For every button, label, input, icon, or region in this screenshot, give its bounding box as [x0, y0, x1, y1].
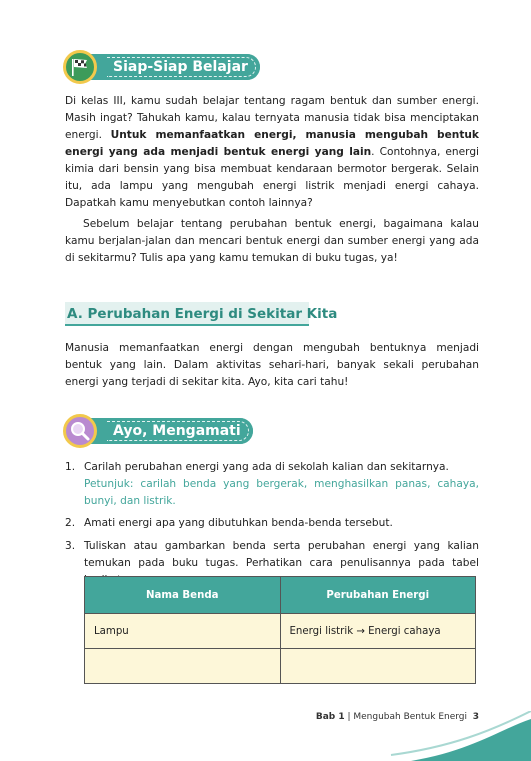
section-a-paragraph: Manusia memanfaatkan energi dengan mengubah bentuknya menjadi bentuk yang lain. Dalam aktivitas sehari-hari, banyak sekali perubahan energi yang terjadi di sekitar kita. Ayo, kita cari tahu!	[65, 342, 479, 388]
table-header: Perubahan Energi	[280, 577, 476, 614]
table-row	[85, 614, 476, 649]
banner-title: Ayo, Mengamati	[89, 418, 253, 444]
step-text: Amati energi apa yang dibutuhkan benda-benda tersebut.	[84, 517, 393, 529]
footer-chapter-title: Mengubah Bentuk Energi	[353, 712, 467, 722]
decorative-wave-icon	[371, 711, 531, 761]
intro-bold-sentence: Untuk memanfaatkan energi, manusia mengubah bentuk energi yang ada menjadi bentuk energi yang lain	[65, 129, 479, 158]
table-cell	[85, 649, 281, 684]
footer-chapter: Bab 1	[315, 712, 345, 722]
section-banner-siap-siap-belajar	[63, 50, 253, 84]
book-page: Siap-Siap Belajar Di kelas III, kamu sudah belajar tentang ragam bentuk dan sumber energi. Masih ingat? Tahukah kamu, kalau ternyata manusia tidak bisa menciptakan energi. Untuk memanfaatkan energi, manusia mengubah bentuk energi yang ada menjadi bentuk energi yang lain. Contohnya, energi kimia dari bensin yang bisa membuat kendaraan bermotor bergerak. Selain itu, ada lampu yang mengubah energi listrik menjadi energi cahaya. Dapatkah kamu menyebutkan contoh lainnya? Sebelum belajar tentang perubahan bentuk energi, bagaimana kalau kamu berjalan-jalan dan mencari bentuk energi dan sumber energi yang ada di sekitarmu? Tulis apa yang kamu temukan di buku tugas, ya! A. Perubahan Energi di Sekitar Kita Manusia memanfaatkan energi dengan mengubah bentuknya menjadi bentuk yang lain. Dalam aktivitas sehari-hari, banyak sekali perubahan energi yang terjadi di sekitar kita. Ayo, kita cari tahu! Ayo, Mengamati 1. Carilah perubahan energi yang ada di sekolah kalian dan sekitarnya. Petunjuk: carilah benda yang bergerak, menghasilkan panas, cahaya, bunyi, dan listrik. 2. Amati energi apa yang dibutuhkan benda-benda tersebut. 3. Tuliskan atau gambarkan benda serta perubahan energi yang kalian temukan pada buku tugas. Perhatikan cara penulisannya pada tabel Nama Benda Perubahan Energi Lampu Energi listrik → Energi cahaya Bab 1 | Mengubah Bentuk Energi 3	[0, 0, 531, 761]
table-cell	[280, 649, 476, 684]
step-text: Tuliskan atau gambarkan benda serta perubahan energi yang kalian temukan pada buku tugas. Perhatikan cara penulisannya pada tabel	[84, 540, 479, 569]
banner-title: Siap-Siap Belajar	[89, 54, 260, 80]
section-banner-ayo-mengamati	[63, 414, 243, 448]
explore-paragraph: Sebelum belajar tentang perubahan bentuk energi, bagaimana kalau kamu berjalan-jalan dan mencari bentuk energi dan sumber energi yang ada di sekitarmu? Tulis apa yang kamu temukan di buku tugas, ya!	[65, 218, 479, 264]
table-header: Nama Benda	[85, 577, 281, 614]
table-cell: Lampu	[85, 614, 281, 649]
step-text: Carilah perubahan energi yang ada di sekolah kalian dan sekitarnya.	[84, 461, 449, 473]
table-cell: Energi listrik → Energi cahaya	[280, 614, 476, 649]
intro-paragraph: Di kelas III, kamu sudah belajar tentang ragam bentuk dan sumber energi. Masih ingat? Tahukah kamu, kalau ternyata manusia tidak bisa menciptakan energi. Untuk memanfaatkan energi, manusia mengubah bentuk energi yang ada menjadi bentuk energi yang lain. Contohnya, energi kimia dari bensin yang bisa membuat kendaraan bermotor bergerak. Selain itu, ada lampu yang mengubah energi listrik menjadi energi cahaya. Dapatkah kamu menyebutkan contoh lainnya?	[65, 95, 479, 209]
table-row	[85, 649, 476, 684]
magnifier-badge-icon	[63, 414, 97, 448]
page-number: 3	[472, 712, 479, 722]
observation-table	[84, 576, 476, 684]
section-heading-a: A. Perubahan Energi di Sekitar Kita	[65, 302, 309, 326]
flag-badge-icon	[63, 50, 97, 84]
page-footer: Bab 1 | Mengubah Bentuk Energi 3	[315, 712, 479, 722]
step-hint: Petunjuk: carilah benda yang bergerak, menghasilkan panas, cahaya, bunyi, dan listrik.	[84, 478, 479, 507]
